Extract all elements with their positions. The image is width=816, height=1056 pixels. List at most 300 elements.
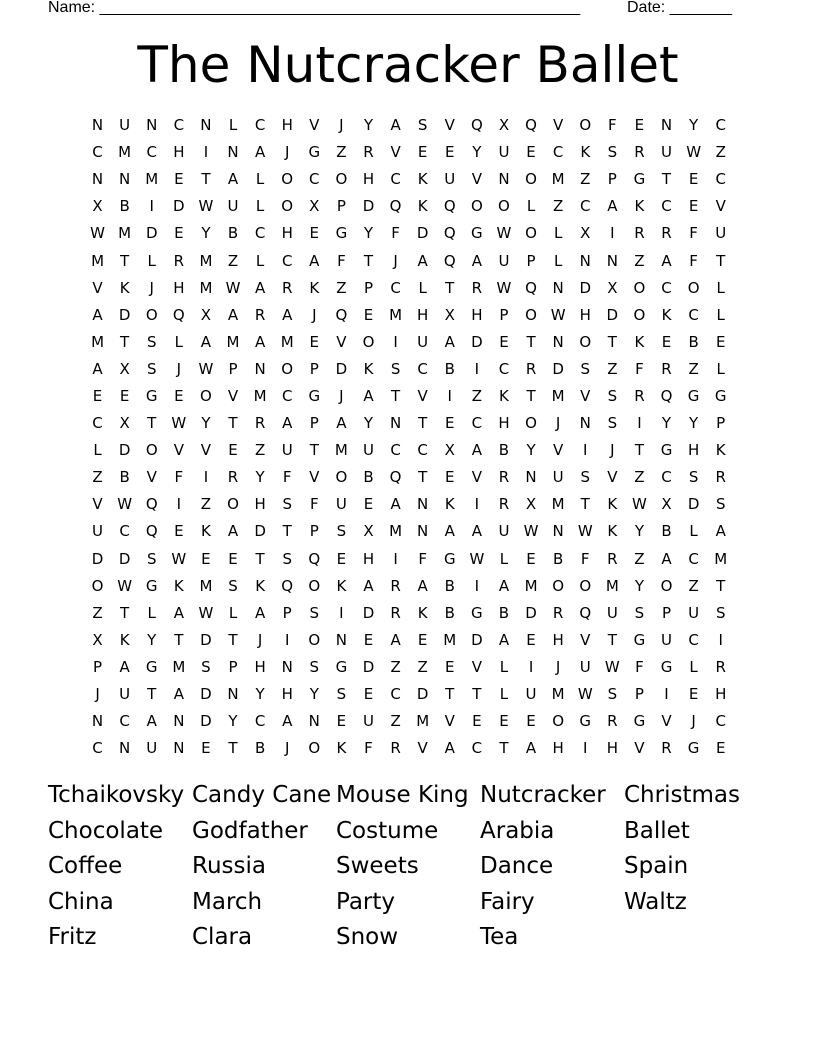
- grid-letter: Y: [363, 116, 374, 135]
- grid-letter: R: [363, 143, 374, 162]
- grid-letter: Q: [172, 305, 185, 324]
- grid-letter: P: [499, 305, 509, 324]
- grid-letter: N: [173, 712, 185, 731]
- grid-letter: E: [417, 630, 428, 649]
- grid-letter: Q: [443, 251, 456, 270]
- grid-letter: W: [198, 359, 214, 378]
- grid-letter: D: [254, 522, 266, 541]
- grid-letter: A: [363, 576, 374, 595]
- grid-letter: A: [444, 332, 455, 351]
- grid-letter: A: [227, 305, 239, 324]
- grid-letter: U: [661, 143, 672, 162]
- grid-letter: E: [309, 332, 320, 351]
- grid-letter: J: [339, 116, 344, 135]
- grid-letter: S: [580, 359, 590, 378]
- grid-letter: G: [687, 386, 700, 405]
- word-list-item: Clara: [192, 924, 253, 950]
- grid-letter: T: [120, 603, 130, 622]
- grid-letter: U: [498, 143, 510, 162]
- grid-letter: P: [228, 657, 238, 676]
- grid-letter: E: [526, 143, 536, 162]
- grid-letter: A: [390, 116, 401, 135]
- grid-letter: R: [634, 224, 645, 243]
- grid-letter: H: [254, 495, 266, 514]
- grid-letter: E: [688, 170, 699, 189]
- grid-letter: C: [390, 441, 401, 460]
- grid-letter: Z: [254, 441, 266, 460]
- grid-letter: Z: [200, 495, 212, 514]
- grid-letter: N: [227, 685, 239, 704]
- grid-letter: V: [200, 441, 212, 460]
- grid-letter: R: [254, 414, 266, 433]
- grid-letter: D: [362, 197, 375, 216]
- grid-letter: P: [93, 657, 103, 676]
- grid-letter: R: [607, 712, 618, 731]
- grid-letter: H: [362, 549, 375, 568]
- grid-letter: K: [661, 305, 672, 324]
- grid-letter: H: [715, 685, 727, 704]
- grid-letter: P: [661, 603, 672, 622]
- grid-letter: V: [715, 197, 726, 216]
- grid-letter: F: [635, 359, 644, 378]
- grid-letter: C: [688, 549, 699, 568]
- grid-letter: W: [469, 549, 485, 568]
- grid-letter: S: [336, 685, 347, 704]
- grid-letter: O: [525, 224, 537, 243]
- grid-letter: E: [201, 739, 211, 758]
- grid-letter: J: [312, 305, 317, 324]
- grid-letter: A: [471, 522, 482, 541]
- word-list-item: Mouse King: [336, 782, 469, 808]
- grid-letter: E: [174, 522, 184, 541]
- grid-letter: N: [173, 739, 185, 758]
- grid-letter: E: [526, 549, 536, 568]
- grid-letter: D: [471, 332, 483, 351]
- grid-letter: J: [176, 359, 182, 378]
- grid-letter: I: [393, 332, 398, 351]
- grid-letter: W: [632, 495, 647, 514]
- grid-letter: S: [607, 386, 618, 405]
- grid-letter: E: [688, 685, 699, 704]
- grid-letter: R: [390, 603, 401, 622]
- grid-letter: Y: [201, 414, 211, 433]
- grid-letter: Q: [579, 603, 592, 622]
- grid-letter: E: [119, 386, 130, 405]
- grid-letter: Z: [634, 549, 645, 568]
- grid-letter: C: [254, 116, 266, 135]
- word-list-item: Fairy: [480, 888, 535, 915]
- grid-letter: C: [173, 116, 185, 135]
- grid-letter: C: [390, 278, 401, 297]
- word-list-item: Nutcracker: [480, 782, 606, 808]
- grid-letter: N: [660, 116, 673, 135]
- grid-letter: N: [119, 170, 131, 189]
- grid-letter: O: [362, 332, 375, 351]
- grid-letter: C: [688, 305, 699, 324]
- grid-letter: T: [607, 332, 617, 351]
- grid-letter: T: [228, 739, 238, 758]
- word-list-item: Costume: [336, 817, 439, 844]
- grid-letter: G: [660, 657, 673, 676]
- grid-letter: S: [607, 414, 618, 433]
- grid-letter: D: [416, 685, 429, 704]
- grid-letter: C: [146, 143, 157, 162]
- grid-letter: Z: [634, 251, 645, 270]
- grid-letter: V: [553, 116, 564, 135]
- grid-letter: V: [580, 630, 591, 649]
- grid-letter: G: [633, 630, 646, 649]
- grid-letter: U: [362, 712, 374, 731]
- grid-letter: S: [201, 657, 211, 676]
- grid-letter: N: [579, 251, 591, 270]
- grid-letter: K: [715, 441, 726, 460]
- grid-letter: K: [499, 386, 509, 405]
- grid-letter: A: [173, 685, 184, 704]
- grid-letter: T: [418, 468, 428, 487]
- grid-letter: M: [253, 386, 267, 405]
- grid-letter: E: [336, 549, 347, 568]
- grid-letter: S: [715, 495, 726, 514]
- grid-letter: F: [689, 251, 698, 270]
- grid-letter: G: [145, 657, 158, 676]
- grid-letter: C: [417, 359, 428, 378]
- grid-letter: A: [525, 739, 537, 758]
- grid-letter: K: [309, 278, 320, 297]
- grid-letter: J: [339, 386, 344, 405]
- grid-letter: B: [363, 468, 374, 487]
- grid-letter: V: [146, 468, 157, 487]
- grid-letter: Q: [281, 576, 294, 595]
- grid-letter: E: [228, 441, 238, 460]
- grid-letter: G: [145, 386, 158, 405]
- grid-letter: Z: [553, 197, 564, 216]
- grid-letter: O: [227, 495, 239, 514]
- grid-letter: M: [551, 685, 565, 704]
- grid-letter: N: [91, 170, 104, 189]
- grid-letter: Y: [309, 685, 319, 704]
- grid-letter: C: [92, 739, 103, 758]
- grid-letter: S: [417, 116, 428, 135]
- grid-letter: C: [119, 712, 130, 731]
- grid-letter: V: [309, 468, 320, 487]
- grid-letter: L: [174, 332, 183, 351]
- grid-letter: Y: [363, 414, 374, 433]
- grid-letter: R: [552, 603, 564, 622]
- grid-letter: M: [551, 170, 565, 189]
- grid-letter: B: [119, 468, 130, 487]
- grid-letter: Z: [92, 603, 103, 622]
- grid-letter: Z: [607, 359, 618, 378]
- grid-letter: J: [95, 685, 100, 704]
- grid-letter: W: [171, 549, 187, 568]
- grid-letter: F: [391, 224, 400, 243]
- grid-letter: Q: [525, 278, 537, 297]
- grid-letter: O: [145, 305, 158, 324]
- grid-letter: R: [715, 468, 726, 487]
- grid-letter: V: [92, 278, 103, 297]
- grid-letter: A: [282, 305, 293, 324]
- grid-letter: M: [389, 305, 403, 324]
- grid-letter: C: [471, 739, 483, 758]
- grid-letter: A: [607, 197, 618, 216]
- grid-letter: A: [715, 522, 726, 541]
- grid-letter: F: [418, 549, 427, 568]
- grid-letter: O: [308, 630, 321, 649]
- grid-letter: S: [688, 468, 699, 487]
- grid-letter: V: [471, 170, 482, 189]
- grid-letter: D: [91, 549, 104, 568]
- grid-letter: T: [716, 576, 726, 595]
- grid-letter: A: [254, 332, 266, 351]
- grid-letter: M: [199, 251, 213, 270]
- grid-letter: C: [417, 441, 428, 460]
- grid-letter: L: [689, 522, 698, 541]
- grid-letter: T: [147, 685, 157, 704]
- grid-letter: U: [335, 495, 347, 514]
- grid-letter: Y: [634, 522, 644, 541]
- grid-letter: T: [390, 386, 401, 405]
- grid-letter: U: [661, 630, 672, 649]
- grid-letter: W: [496, 278, 512, 297]
- grid-letter: O: [281, 359, 294, 378]
- grid-letter: A: [661, 251, 672, 270]
- grid-letter: W: [686, 143, 702, 162]
- grid-letter: G: [335, 657, 348, 676]
- grid-letter: G: [471, 603, 483, 622]
- grid-letter: U: [579, 657, 591, 676]
- grid-letter: H: [498, 414, 510, 433]
- grid-letter: X: [200, 305, 212, 324]
- grid-letter: C: [390, 170, 401, 189]
- grid-letter: A: [471, 441, 482, 460]
- grid-letter: T: [526, 332, 536, 351]
- word-list-item: Candy Cane: [192, 782, 332, 808]
- grid-letter: S: [146, 549, 157, 568]
- grid-letter: Y: [472, 143, 482, 162]
- grid-letter: O: [525, 414, 537, 433]
- grid-letter: H: [552, 739, 564, 758]
- grid-letter: N: [579, 414, 591, 433]
- grid-letter: G: [308, 386, 321, 405]
- word-list-item: Spain: [624, 853, 689, 879]
- grid-letter: V: [553, 441, 564, 460]
- grid-letter: A: [119, 657, 130, 676]
- grid-letter: Z: [336, 278, 347, 297]
- grid-letter: C: [661, 278, 672, 297]
- grid-letter: I: [203, 468, 209, 487]
- grid-letter: V: [444, 116, 455, 135]
- grid-letter: L: [147, 251, 156, 270]
- grid-letter: V: [471, 468, 482, 487]
- grid-letter: V: [417, 386, 428, 405]
- grid-letter: A: [444, 739, 455, 758]
- grid-letter: T: [363, 251, 374, 270]
- grid-letter: A: [282, 414, 293, 433]
- grid-letter: C: [254, 712, 266, 731]
- grid-letter: N: [200, 116, 212, 135]
- grid-letter: D: [525, 603, 537, 622]
- grid-letter: L: [499, 549, 509, 568]
- grid-letter: T: [418, 414, 428, 433]
- grid-letter: K: [119, 278, 130, 297]
- grid-letter: K: [444, 495, 455, 514]
- grid-letter: C: [309, 170, 320, 189]
- grid-letter: F: [174, 468, 184, 487]
- grid-letter: I: [149, 197, 154, 216]
- grid-letter: Q: [308, 549, 321, 568]
- grid-letter: B: [444, 359, 455, 378]
- grid-letter: R: [634, 386, 645, 405]
- grid-letter: M: [334, 441, 348, 460]
- grid-letter: T: [445, 278, 455, 297]
- grid-letter: B: [552, 549, 564, 568]
- grid-letter: C: [281, 386, 293, 405]
- grid-letter: W: [90, 224, 105, 243]
- grid-letter: K: [336, 739, 347, 758]
- grid-letter: U: [92, 522, 104, 541]
- grid-letter: A: [363, 386, 374, 405]
- grid-letter: N: [119, 739, 131, 758]
- grid-letter: F: [608, 116, 617, 135]
- grid-letter: U: [227, 197, 239, 216]
- grid-letter: C: [119, 522, 130, 541]
- word-list-item: Dance: [480, 853, 554, 879]
- grid-letter: I: [393, 549, 398, 568]
- grid-letter: O: [525, 170, 537, 189]
- grid-letter: X: [309, 197, 320, 216]
- grid-letter: D: [416, 224, 429, 243]
- grid-letter: T: [499, 739, 509, 758]
- grid-letter: W: [550, 305, 566, 324]
- grid-letter: D: [118, 549, 131, 568]
- grid-letter: S: [309, 603, 320, 622]
- grid-letter: E: [309, 224, 320, 243]
- grid-letter: N: [335, 630, 347, 649]
- grid-letter: U: [362, 441, 374, 460]
- grid-letter: H: [281, 116, 293, 135]
- grid-letter: M: [199, 576, 213, 595]
- grid-letter: M: [443, 630, 457, 649]
- grid-letter: C: [688, 630, 699, 649]
- grid-letter: E: [201, 549, 211, 568]
- grid-letter: B: [661, 522, 672, 541]
- grid-letter: J: [610, 441, 615, 460]
- grid-letter: M: [91, 332, 105, 351]
- grid-letter: O: [200, 386, 212, 405]
- grid-letter: F: [309, 495, 319, 514]
- grid-letter: L: [255, 170, 265, 189]
- grid-letter: O: [579, 332, 592, 351]
- grid-letter: Q: [660, 386, 673, 405]
- grid-letter: U: [417, 332, 429, 351]
- grid-letter: J: [284, 143, 290, 162]
- grid-letter: I: [474, 359, 480, 378]
- grid-letter: U: [525, 685, 537, 704]
- grid-letter: I: [610, 224, 615, 243]
- grid-letter: A: [498, 630, 510, 649]
- word-list-item: Christmas: [624, 782, 740, 808]
- grid-letter: D: [200, 685, 212, 704]
- grid-letter: I: [339, 603, 344, 622]
- grid-letter: J: [393, 251, 398, 270]
- grid-letter: P: [716, 414, 726, 433]
- grid-letter: W: [604, 657, 620, 676]
- grid-letter: N: [417, 522, 429, 541]
- grid-letter: I: [474, 576, 480, 595]
- grid-letter: E: [715, 332, 726, 351]
- grid-letter: H: [281, 224, 293, 243]
- grid-letter: T: [472, 685, 482, 704]
- grid-letter: G: [335, 224, 348, 243]
- grid-letter: M: [226, 332, 240, 351]
- grid-letter: J: [555, 657, 561, 676]
- grid-letter: U: [281, 441, 293, 460]
- grid-letter: D: [687, 495, 700, 514]
- grid-letter: W: [523, 522, 539, 541]
- grid-letter: J: [149, 278, 154, 297]
- grid-letter: Q: [470, 116, 483, 135]
- grid-letter: R: [227, 468, 239, 487]
- grid-letter: I: [528, 657, 534, 676]
- grid-letter: Z: [390, 657, 401, 676]
- grid-letter: I: [474, 495, 480, 514]
- grid-letter: I: [284, 630, 290, 649]
- grid-letter: K: [363, 359, 374, 378]
- grid-letter: R: [281, 278, 293, 297]
- grid-letter: H: [471, 305, 483, 324]
- grid-letter: I: [718, 630, 723, 649]
- grid-letter: O: [552, 712, 565, 731]
- grid-letter: L: [418, 278, 427, 297]
- grid-letter: C: [390, 685, 401, 704]
- grid-letter: B: [498, 441, 510, 460]
- grid-letter: U: [498, 251, 510, 270]
- grid-letter: Z: [336, 143, 347, 162]
- grid-letter: Y: [255, 468, 265, 487]
- grid-letter: L: [499, 657, 509, 676]
- grid-letter: J: [691, 712, 696, 731]
- grid-letter: Q: [389, 468, 402, 487]
- grid-letter: L: [228, 116, 238, 135]
- grid-letter: P: [526, 251, 536, 270]
- grid-letter: C: [661, 197, 672, 216]
- grid-letter: T: [255, 549, 265, 568]
- grid-letter: D: [552, 359, 564, 378]
- grid-letter: H: [417, 305, 429, 324]
- grid-letter: T: [228, 630, 238, 649]
- grid-letter: O: [145, 441, 158, 460]
- grid-letter: E: [445, 143, 455, 162]
- grid-letter: T: [228, 414, 238, 433]
- grid-letter: T: [174, 630, 184, 649]
- grid-letter: U: [444, 170, 456, 189]
- grid-letter: E: [417, 143, 428, 162]
- grid-letter: X: [119, 414, 130, 433]
- grid-letter: T: [282, 522, 292, 541]
- grid-letter: S: [336, 522, 347, 541]
- grid-letter: Q: [335, 305, 348, 324]
- grid-letter: A: [254, 603, 266, 622]
- grid-letter: R: [661, 359, 672, 378]
- grid-letter: W: [577, 522, 593, 541]
- grid-letter: A: [173, 603, 184, 622]
- grid-letter: W: [198, 603, 214, 622]
- grid-letter: R: [634, 143, 645, 162]
- grid-letter: D: [579, 278, 592, 297]
- grid-letter: U: [552, 468, 564, 487]
- grid-letter: R: [498, 468, 510, 487]
- date-field-label: Date: _______: [627, 0, 732, 16]
